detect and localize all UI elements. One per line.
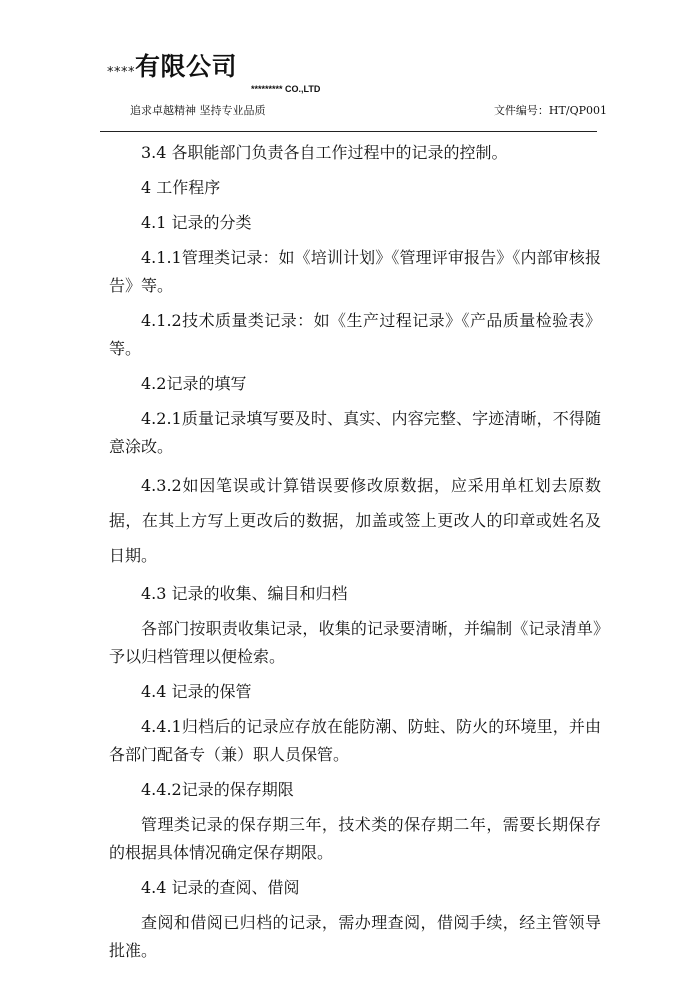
paragraph-3-4: 3.4 各职能部门负责各自工作过程中的记录的控制。 <box>141 143 508 162</box>
paragraph-4-2-1: 4.2.1质量记录填写要及时、真实、内容完整、字迹清晰，不得随意涂改。 <box>109 409 601 456</box>
paragraph-collection-body: 各部门按职责收集记录，收集的记录要清晰，并编制《记录清单》予以归档管理以便检索。 <box>109 619 601 666</box>
company-slogan: 追求卓越精神 坚持专业品质 <box>130 104 266 117</box>
heading-4-3-record-collection: 4.3 记录的收集、编目和归档 <box>141 584 348 603</box>
company-english-name: ********* CO.,LTD <box>251 84 321 94</box>
company-name <box>107 52 237 88</box>
paragraph-4-4-1: 4.4.1归档后的记录应存放在能防潮、防蛀、防火的环境里，并由各部门配备专（兼）职人员保管。 <box>109 717 601 764</box>
heading-4-4-record-storage: 4.4 记录的保管 <box>141 682 252 701</box>
document-number: 文件编号：HT/QP001 <box>493 104 607 117</box>
paragraph-4-1-1: 4.1.1管理类记录：如《培训计划》《管理评审报告》《内部审核报告》等。 <box>109 248 601 295</box>
heading-4-4-record-lending: 4.4 记录的查阅、借阅 <box>141 878 300 897</box>
company-name-stars: **** <box>107 65 135 80</box>
paragraph-lending-body: 查阅和借阅已归档的记录，需办理查阅，借阅手续，经主管领导批准。 <box>109 913 601 960</box>
header-divider <box>100 131 597 132</box>
heading-4-2-record-filling: 4.2记录的填写 <box>141 374 247 393</box>
document-body <box>109 139 601 972</box>
paragraph-retention-body: 管理类记录的保存期三年，技术类的保存期二年，需要长期保存的根据具体情况确定保存期限。 <box>109 815 601 862</box>
page-header <box>0 0 700 136</box>
company-name-text: 有限公司 <box>135 52 238 81</box>
heading-4-1-record-classification: 4.1 记录的分类 <box>141 213 252 232</box>
paragraph-4-1-2: 4.1.2技术质量类记录：如《生产过程记录》《产品质量检验表》等。 <box>109 311 601 358</box>
paragraph-4-3-2: 4.3.2如因笔误或计算错误要修改原数据，应采用单杠划去原数据，在其上方写上更改后的数据，加盖或签上更改人的印章或姓名及日期。 <box>109 476 601 565</box>
heading-4-work-procedure: 4 工作程序 <box>141 178 221 197</box>
heading-4-4-2-retention-period: 4.4.2记录的保存期限 <box>141 780 294 799</box>
